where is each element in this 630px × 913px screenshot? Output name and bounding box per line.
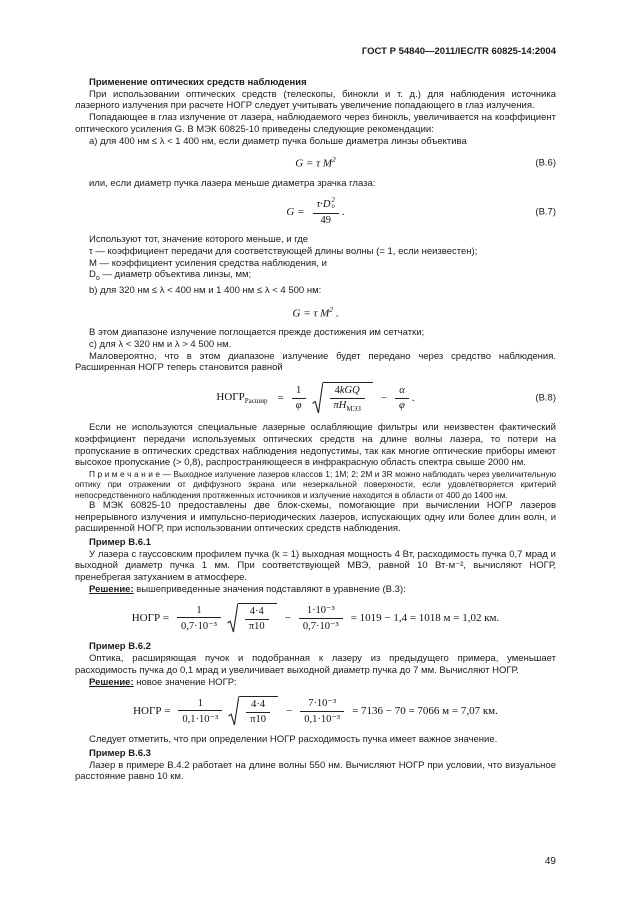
formula-result: = 1019 − 1,4 = 1018 м = 1,02 км.	[350, 612, 500, 625]
formula-b6	[75, 155, 556, 170]
formula-period: .	[411, 392, 415, 405]
paragraph-or: или, если диаметр пучка лазера меньше диаметра зрачка глаза:	[89, 177, 376, 189]
fraction: $\frac{1}{\text{0,1·10⁻³}}$	[178, 698, 222, 725]
doc-body	[75, 77, 556, 783]
example-2-title: Пример В.6.2	[89, 641, 151, 653]
list-item-c: с) для λ < 320 нм и λ > 4 500 нм.	[89, 338, 232, 350]
radicand	[239, 696, 278, 726]
section-title: Применение оптических средств наблюдения	[89, 77, 307, 88]
example-1-solution: Решение: вышеприведенные значения подставляют в уравнение (В.3):	[89, 583, 406, 595]
formula-b8-lhs: $НОГР_{Расшир}$	[216, 391, 268, 406]
example-2-text: Оптика, расширяющая пучок и подобранная к лазеру из предыдущего примера, уменьшает расходимость пучка до 0,1 мрад и увеличивает выходной диаметр пучка до 7 мм. Вычисляют НОГР.	[75, 653, 556, 676]
doc-header	[75, 46, 556, 57]
equation-number-b6: (В.6)	[535, 157, 556, 169]
fraction: $\frac{1}{\text{0,7·10⁻³}}$	[177, 605, 221, 632]
radicand	[238, 603, 277, 633]
solution-label: Решение:	[89, 676, 134, 688]
formula-b6-body: G = τ $M^2$	[295, 155, 336, 170]
list-item-b: b) для 320 нм ≤ λ < 400 нм и 1 400 нм ≤ λ < 4 500 нм:	[89, 284, 322, 296]
fraction	[313, 198, 339, 227]
formula-b7: G = τ·D 2 o 49 . (В.7)	[286, 196, 556, 227]
formula-b8: $НОГР_{Расшир}$ = $\frac{1}{\varphi}$ $\frac{\text{4kGQ}}{\pi H_{МЭЗ}}$ − $\frac{\alpha}{\varphi}$ . (В.8)	[75, 382, 556, 414]
paragraph-filters: Если не используются специальные лазерные ослабляющие фильтры или неизвестен фактический коэффициент передачи используемых оптических средств на длине волны лазера, то потери на пропускание в оптических средствах наблюдения недопустимы, так как многие оптические приборы имеют высокое пропускание (> 0,8), распространяющееся в инфракрасную область спектра свыше 2000 нм.	[75, 422, 556, 469]
note-paragraph: П р и м е ч а н и е — Выходное излучение лазеров классов 1; 1М; 2; 2М и 3R можно наблюдать через увеличительную оптику при отражении от диффузного экрана или незеркальной поверхности, если удовлетворяется критерий непосредственного наблюдения протяженных источников и излучение находится в области от 400 до 1400 нм.	[75, 468, 556, 500]
definition-m: М — коэффициент усиления средства наблюдения, и	[89, 257, 327, 269]
page-number: 49	[544, 856, 556, 867]
fraction-denominator: $\pi H_{МЭЗ}$	[333, 400, 361, 414]
formula-gm2-body: G = τ $M^2$ .	[292, 304, 339, 320]
fraction: $\frac{4\cdot 4}{\pi 10}$	[246, 699, 270, 725]
paragraph-intro-2: Попадающее в глаз излучение от лазера, наблюдаемого через бинокль, увеличивается на коэффициент оптического усиления G. В МЭК 60825-10 приведены следующие рекомендации:	[75, 112, 556, 135]
radical-sign-icon	[228, 696, 239, 726]
radicand	[323, 382, 373, 414]
paragraph-use-smaller: Используют тот, значение которого меньше, и где	[89, 234, 309, 246]
paragraph-remark: Следует отметить, что при определении НОГР расходимость пучка имеет важное значение.	[89, 734, 498, 746]
fraction: $\frac{\text{7·10⁻³}}{\text{0,1·10⁻³}}$	[300, 697, 344, 725]
fraction: $\frac{1}{\varphi}$	[292, 385, 306, 411]
fraction	[330, 385, 365, 413]
formula-result: = 7136 − 70 = 7066 м = 7,07 км.	[352, 705, 498, 718]
square-root	[228, 696, 278, 726]
fraction: $\frac{\alpha}{\varphi}$	[395, 385, 409, 411]
formula-example-2: НОГР = $\frac{1}{\text{0,1·10⁻³}}$ $\frac{4\cdot 4}{\pi 10}$ − $\frac{\text{7·10⁻³}}{\text{0,1·10⁻³}}$ = 7136 − 70 = 7066 м = 7,07 км.	[133, 697, 498, 726]
square-root	[312, 382, 373, 414]
doc-id: ГОСТ Р 54840—2011/IEC/TR 60825-14:2004	[361, 46, 556, 57]
paragraph-intro-1: При использовании оптических средств (телескопы, бинокли и т. д.) для наблюдения источника лазерного излучения при расчете НОГР следует учитывать увеличение попадающего в глаз излучения.	[75, 88, 556, 112]
stacked-sup-sub: 2 o	[331, 196, 335, 211]
formula-period: .	[341, 205, 345, 218]
example-3-text: Лазер в примере В.4.2 работает на длине волны 550 нм. Вычисляют НОГР при условии, что визуальное расстояние равно 10 км.	[75, 759, 556, 783]
example-3-title: Пример В.6.3	[89, 747, 151, 759]
definition-tau: τ — коэффициент передачи для соответствующей длины волны (= 1, если неизвестен);	[89, 245, 478, 257]
fraction-numerator: 4kGQ	[330, 385, 365, 399]
paragraph-range-b: В этом диапазоне излучение поглощается прежде достижения им сетчатки;	[89, 327, 425, 339]
fraction-numerator: τ·D 2 o	[313, 198, 339, 214]
example-1-text: У лазера с гауссовским профилем пучка (k = 1) выходная мощность 4 Вт, расходимость пучка 0,7 мрад и выходной диаметр пучка 1 мм. При соответствующей МВЭ, равной 10 Вт·м⁻², вычисляют НОГР, пренебрегая затуханием в атмосфере.	[75, 548, 556, 584]
paragraph-iec: В МЭК 60825-10 предоставлены две блок-схемы, помогающие при вычислении НОГР лазеров непрерывного излучения и импульсно-периодических лазеров, испускающих одну или более длин волн, и расширенной НОГР, при использовании оптических средств наблюдения.	[75, 499, 556, 535]
fraction: $\frac{4\cdot 4}{\pi 10}$	[245, 606, 269, 632]
formula-gm2	[75, 305, 556, 320]
formula-example-1: НОГР = $\frac{1}{\text{0,7·10⁻³}}$ $\frac{4\cdot 4}{\pi 10}$ − $\frac{\text{1·10⁻³}}{\text{0,7·10⁻³}}$ = 1019 − 1,4 = 1018 м = 1,02 км.	[131, 604, 500, 633]
definition-d: $D_o$ — диаметр объектива линзы, мм;	[89, 269, 252, 283]
paragraph-unlikely: Маловероятно, что в этом диапазоне излучение будет передано через средство наблюдения. Расширенная НОГР теперь становится равной	[75, 350, 556, 374]
solution-label: Решение:	[89, 583, 134, 595]
square-root	[227, 603, 277, 633]
example-2-solution: Решение: новое значение НОГР:	[89, 676, 237, 688]
fraction: $\frac{\text{1·10⁻³}}{\text{0,7·10⁻³}}$	[299, 604, 343, 632]
list-item-a: а) для 400 нм ≤ λ < 1 400 нм, если диаметр пучка больше диаметра линзы объектива	[89, 135, 467, 147]
equation-number-b8: (В.8)	[535, 392, 556, 404]
example-1-title: Пример В.6.1	[89, 536, 151, 548]
equation-number-b7: (В.7)	[535, 206, 556, 218]
fraction-denominator: 49	[320, 215, 331, 227]
radical-sign-icon	[312, 382, 323, 414]
radical-sign-icon	[227, 603, 238, 633]
